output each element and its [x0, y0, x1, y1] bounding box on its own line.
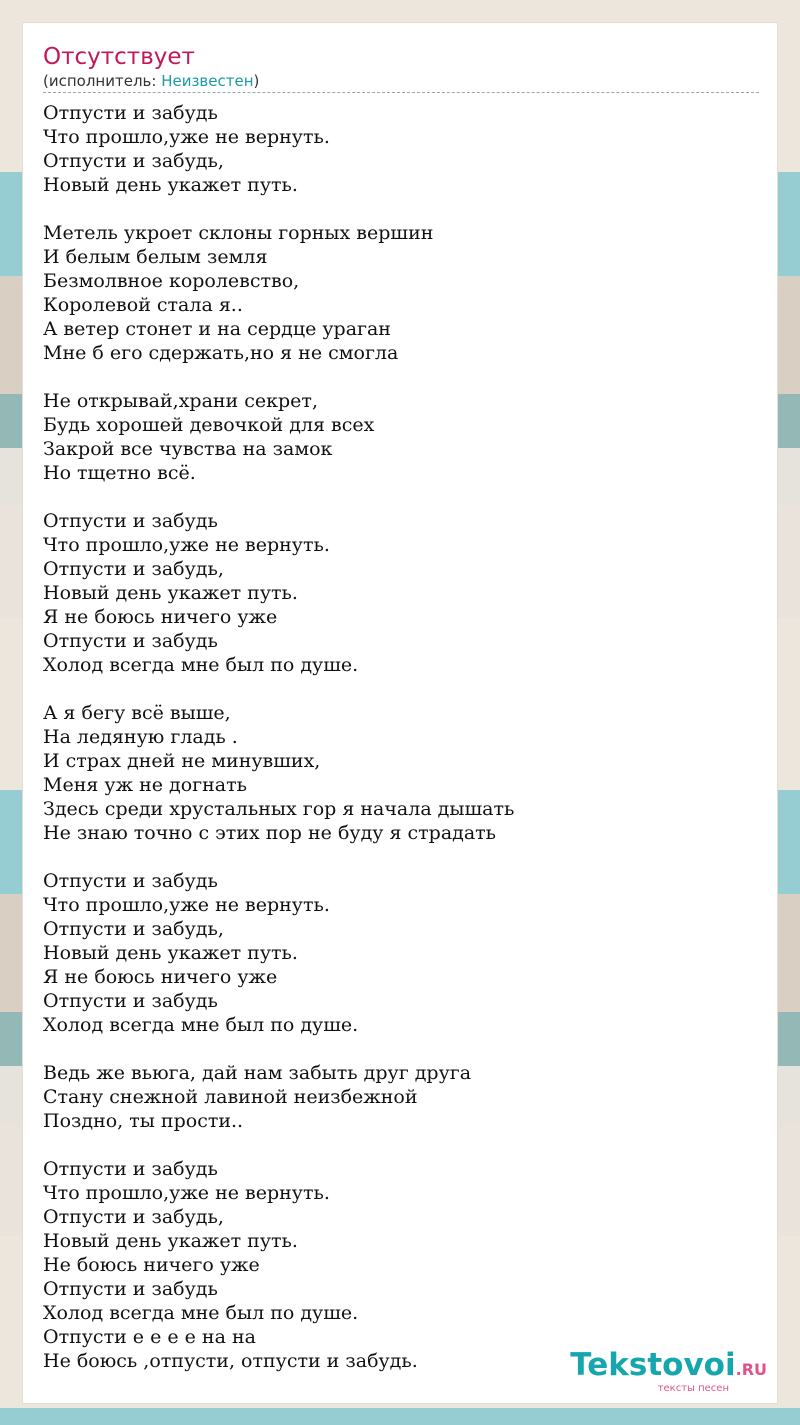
song-title: Отсутствует [43, 44, 195, 70]
lyric-line: А ветер стонет и на сердце ураган [43, 318, 391, 340]
lyric-line: Что прошло,уже не вернуть. [43, 1182, 330, 1204]
lyric-line: Ведь же вьюга, дай нам забыть друг друга [43, 1062, 472, 1084]
lyric-line: Отпусти е е е е на на [43, 1326, 256, 1348]
lyric-line: Мне б его сдержать,но я не смогла [43, 342, 399, 364]
lyric-line: Закрой все чувства на замок [43, 438, 333, 460]
lyric-line: Безмолвное королевство, [43, 270, 300, 292]
lyric-line: Отпусти и забудь, [43, 918, 224, 940]
lyric-line: Не боюсь ничего уже [43, 1254, 260, 1276]
lyric-line: И белым белым земля [43, 246, 268, 268]
lyric-line: Не боюсь ,отпусти, отпусти и забудь. [43, 1350, 418, 1372]
lyric-line: Холод всегда мне был по душе. [43, 654, 359, 676]
lyric-line: А я бегу всё выше, [43, 702, 231, 724]
lyric-line: Что прошло,уже не вернуть. [43, 534, 330, 556]
site-logo[interactable] [570, 1349, 767, 1394]
lyrics-text [43, 101, 759, 1373]
lyric-line: Здесь среди хрустальных гор я начала дышать [43, 798, 515, 820]
lyric-line: Меня уж не догнать [43, 774, 247, 796]
lyric-line: И страх дней не минувших, [43, 750, 321, 772]
lyric-line: Поздно, ты прости.. [43, 1110, 244, 1132]
lyric-line: Отпусти и забудь [43, 510, 218, 532]
lyric-line: Но тщетно всё. [43, 462, 196, 484]
lyric-line: Королевой стала я.. [43, 294, 243, 316]
lyric-line: Что прошло,уже не вернуть. [43, 126, 330, 148]
logo-name: Tekstovoi [570, 1347, 736, 1383]
lyric-line: Отпусти и забудь, [43, 1206, 224, 1228]
logo-tld: .RU [735, 1360, 767, 1379]
lyric-line: Я не боюсь ничего уже [43, 606, 278, 628]
lyric-line: Отпусти и забудь, [43, 558, 224, 580]
stanza-break [43, 365, 759, 389]
lyric-line: Отпусти и забудь [43, 630, 218, 652]
stanza-break [43, 1037, 759, 1061]
logo-tagline: тексты песен [657, 1383, 729, 1394]
lyric-line: Новый день укажет путь. [43, 582, 298, 604]
lyric-line: Отпусти и забудь [43, 102, 218, 124]
lyric-line: Отпусти и забудь, [43, 150, 224, 172]
stanza-break [43, 1133, 759, 1157]
artist-suffix: ) [253, 72, 260, 90]
lyric-line: Не знаю точно с этих пор не буду я страдать [43, 822, 497, 844]
lyric-line: Я не боюсь ничего уже [43, 966, 278, 988]
stanza-break [43, 197, 759, 221]
lyric-line: На ледяную гладь . [43, 726, 238, 748]
lyric-line: Холод всегда мне был по душе. [43, 1302, 359, 1324]
artist-link[interactable]: Неизвестен [161, 72, 254, 90]
artist-line [43, 71, 759, 93]
lyric-line: Холод всегда мне был по душе. [43, 1014, 359, 1036]
stanza-break [43, 845, 759, 869]
lyric-line: Не открывай,храни секрет, [43, 390, 318, 412]
lyric-line: Новый день укажет путь. [43, 942, 298, 964]
lyric-line: Новый день укажет путь. [43, 1230, 298, 1252]
stanza-break [43, 485, 759, 509]
lyric-line: Новый день укажет путь. [43, 174, 298, 196]
artist-prefix: (исполнитель: [43, 72, 162, 90]
lyric-line: Отпусти и забудь [43, 1278, 218, 1300]
lyric-line: Метель укроет склоны горных вершин [43, 222, 434, 244]
lyric-line: Будь хорошей девочкой для всех [43, 414, 375, 436]
lyric-line: Отпусти и забудь [43, 870, 218, 892]
lyric-line: Отпусти и забудь [43, 1158, 218, 1180]
lyric-line: Стану снежной лавиной неизбежной [43, 1086, 418, 1108]
lyric-line: Что прошло,уже не вернуть. [43, 894, 330, 916]
stanza-break [43, 677, 759, 701]
lyric-line: Отпусти и забудь [43, 990, 218, 1012]
lyrics-card [22, 22, 778, 1404]
